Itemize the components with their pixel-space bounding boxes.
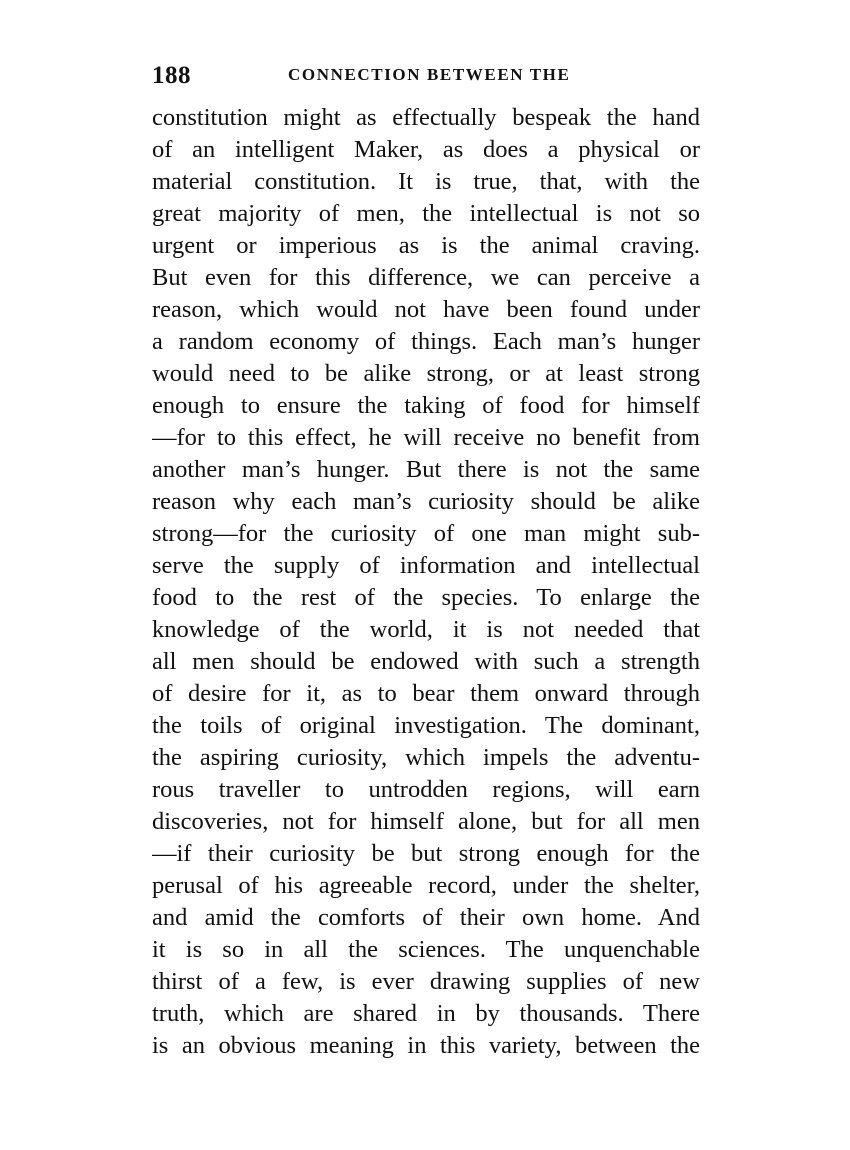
text-line: material constitution. It is true, that, with the: [152, 168, 700, 195]
text-line: discoveries, not for himself alone, but for all men: [152, 808, 700, 835]
text-line: it is so in all the sciences. The unquenchable: [152, 936, 700, 963]
running-title: CONNECTION BETWEEN THE: [288, 65, 571, 84]
text-line: reason why each man’s curiosity should be alike: [152, 488, 700, 515]
text-line: is an obvious meaning in this variety, between the: [152, 1032, 700, 1059]
body-text: [152, 102, 700, 1062]
text-line: perusal of his agreeable record, under the shelter,: [152, 872, 700, 899]
text-line: —for to this effect, he will receive no benefit from: [152, 424, 700, 451]
text-line: rous traveller to untrodden regions, will earn: [152, 776, 700, 803]
text-line: the aspiring curiosity, which impels the adventu-: [152, 744, 700, 771]
text-line: urgent or imperious as is the animal craving.: [152, 232, 700, 259]
text-line: reason, which would not have been found under: [152, 296, 700, 323]
page-number: 188: [152, 62, 191, 89]
running-head: [152, 62, 700, 92]
text-line: a random economy of things. Each man’s hunger: [152, 328, 700, 355]
text-line: constitution might as effectually bespeak the hand: [152, 104, 700, 131]
text-line: would need to be alike strong, or at least strong: [152, 360, 700, 387]
text-line: food to the rest of the species. To enlarge the: [152, 584, 700, 611]
text-line: of desire for it, as to bear them onward through: [152, 680, 700, 707]
text-line: thirst of a few, is ever drawing supplies of new: [152, 968, 700, 995]
text-line: another man’s hunger. But there is not the same: [152, 456, 700, 483]
text-line: truth, which are shared in by thousands. There: [152, 1000, 700, 1027]
text-line: knowledge of the world, it is not needed that: [152, 616, 700, 643]
text-line: —if their curiosity be but strong enough for the: [152, 840, 700, 867]
text-line: the toils of original investigation. The dominant,: [152, 712, 700, 739]
text-line: and amid the comforts of their own home. And: [152, 904, 700, 931]
text-line: strong—for the curiosity of one man might sub-: [152, 520, 700, 547]
text-line: enough to ensure the taking of food for himself: [152, 392, 700, 419]
text-line: of an intelligent Maker, as does a physical or: [152, 136, 700, 163]
text-line: serve the supply of information and intellectual: [152, 552, 700, 579]
text-line: all men should be endowed with such a strength: [152, 648, 700, 675]
text-line: But even for this difference, we can perceive a: [152, 264, 700, 291]
text-line: great majority of men, the intellectual is not so: [152, 200, 700, 227]
